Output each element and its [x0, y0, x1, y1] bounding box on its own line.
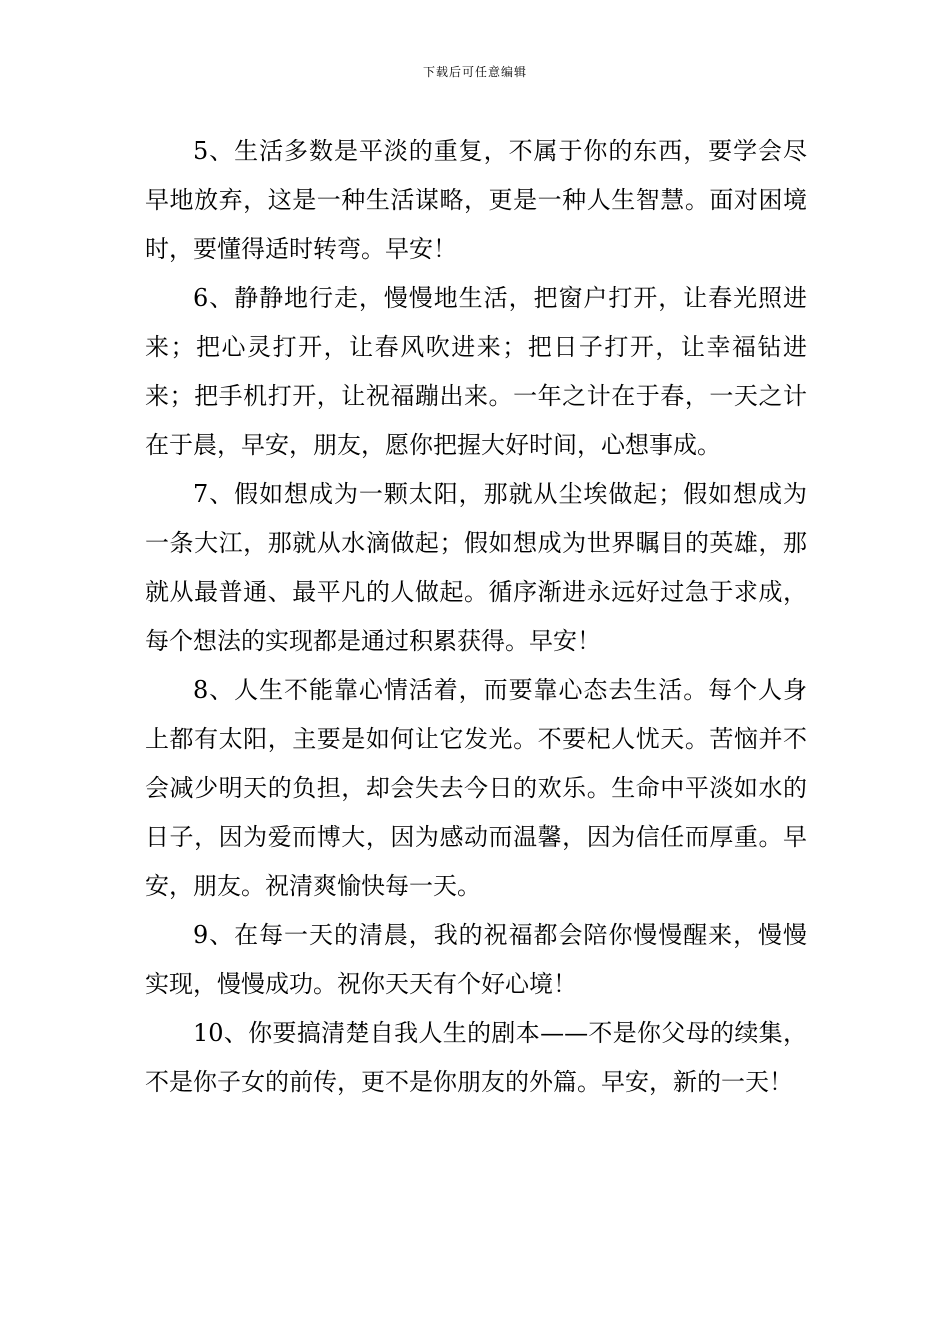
paragraph-9: 9、在每一天的清晨，我的祝福都会陪你慢慢醒来，慢慢实现，慢慢成功。祝你天天有个好心境！ — [145, 921, 807, 998]
paragraph-8: 8、人生不能靠心情活着，而要靠心态去生活。每个人身上都有太阳，主要是如何让它发光。不要杞人忧天。苦恼并不会减少明天的负担，却会失去今日的欢乐。生命中平淡如水的日子，因为爱而博大，因为感动而温馨，因为信任而厚重。早安，朋友。祝清爽愉快每一天。 — [145, 676, 807, 900]
paragraph-6: 6、静静地行走，慢慢地生活，把窗户打开，让春光照进来；把心灵打开，让春风吹进来；把日子打开，让幸福钻进来；把手机打开，让祝福蹦出来。一年之计在于春，一天之计在于晨，早安，朋友，愿你把握大好时间，心想事成。 — [145, 284, 807, 459]
paragraph-10: 10、你要搞清楚自我人生的剧本——不是你父母的续集，不是你子女的前传，更不是你朋友的外篇。早安，新的一天！ — [145, 1019, 807, 1096]
paragraph-7: 7、假如想成为一颗太阳，那就从尘埃做起；假如想成为一条大江，那就从水滴做起；假如想成为世界瞩目的英雄，那就从最普通、最平凡的人做起。循序渐进永远好过急于求成，每个想法的实现都是通过积累获得。早安！ — [145, 480, 807, 655]
document-body — [145, 127, 807, 1107]
page-header: 下载后可任意编辑 — [422, 65, 527, 79]
paragraph-5: 5、生活多数是平淡的重复，不属于你的东西，要学会尽早地放弃，这是一种生活谋略，更是一种人生智慧。面对困境时，要懂得适时转弯。早安！ — [145, 137, 807, 263]
